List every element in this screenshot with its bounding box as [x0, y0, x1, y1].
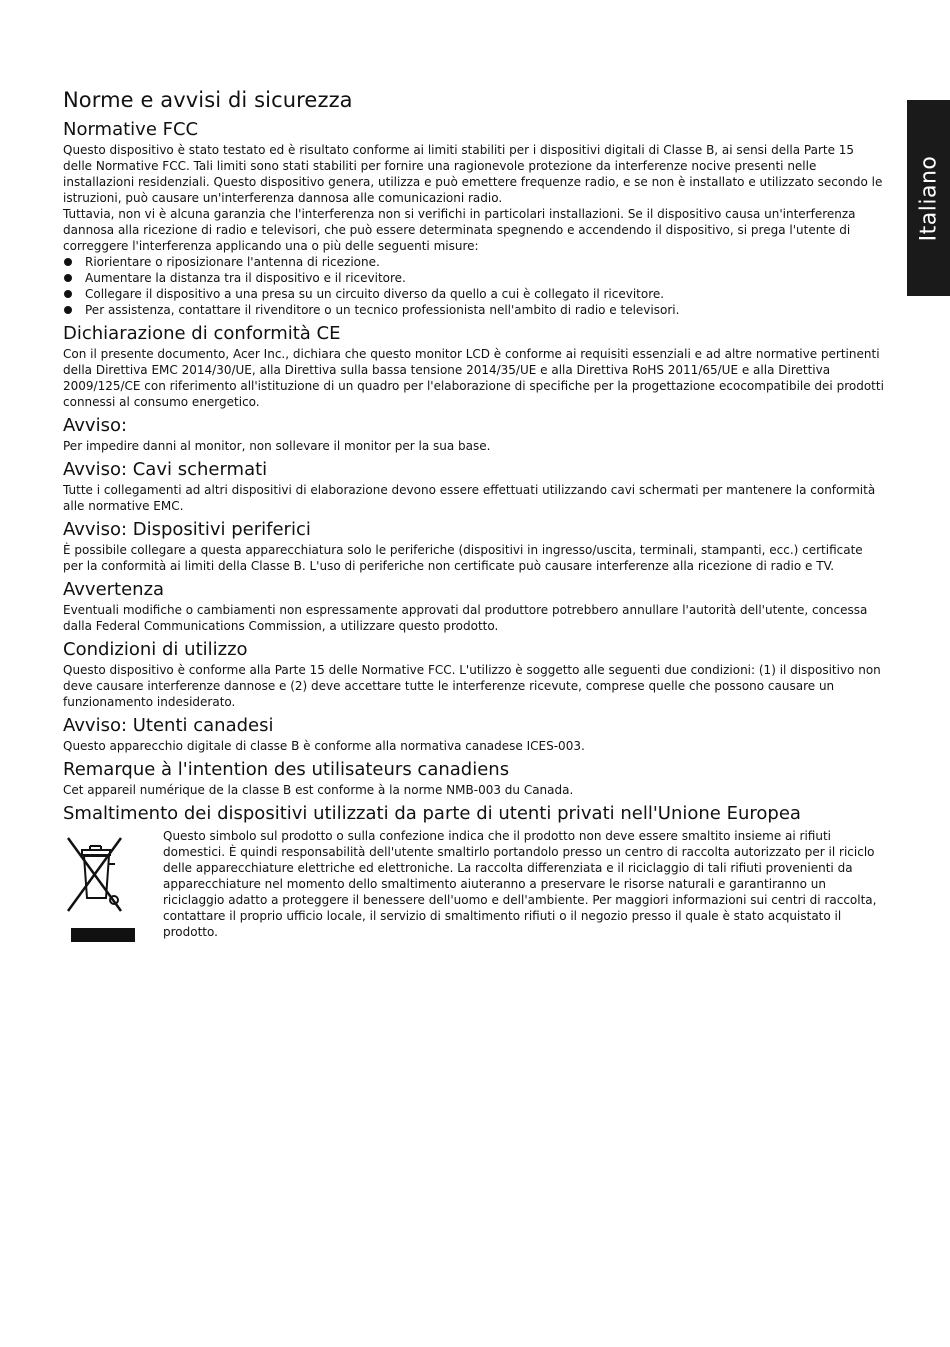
- section-periferici: [63, 518, 885, 574]
- section-heading-avviso: Avviso:: [63, 415, 128, 436]
- section-ce: [63, 322, 885, 410]
- canadesi-paragraph: Questo apparecchio digitale di classe B è conforme alla normativa canadese ICES-003.: [63, 739, 585, 753]
- section-fcc: [63, 118, 885, 318]
- avvertenza-paragraph: Eventuali modifiche o cambiamenti non espressamente approvati dal produttore potrebbero annullare l'autorità dell'utente, concessa dalla Federal Communications Commission, a utilizzare questo prodotto.: [63, 603, 868, 633]
- language-label: Italiano: [916, 155, 941, 241]
- page-title: Norme e avvisi di sicurezza: [63, 88, 353, 112]
- list-item: Riorientare o riposizionare l'antenna di ricezione.: [63, 254, 885, 270]
- ce-paragraph: Con il presente documento, Acer Inc., dichiara che questo monitor LCD è conforme ai requisiti essenziali e ad altre normative pertinenti della Direttiva EMC 2014/30/UE, alla Direttiva sulla bassa tensione 2014/35/UE e alla Direttiva RoHS 2011/65/UE e alla Direttiva 2009/125/CE con riferimento all'istituzione di un quadro per l'elaborazione di specifiche per la progettazione ecocompatibile dei prodotti connessi al consumo energetico.: [63, 347, 884, 409]
- section-cavi: [63, 458, 885, 514]
- fcc-paragraph-1: Questo dispositivo è stato testato ed è risultato conforme ai limiti stabiliti per i dispositivi digitali di Classe B, ai sensi della Parte 15 delle Normative FCC. Tali limiti sono stati stabiliti per fornire una ragionevole protezione da interferenze nocive presenti nelle installazioni residenziali. Questo dispositivo genera, utilizza e può emettere frequenze radio, e se non è installato e utilizzato secondo le istruzioni, può causare un'interferenza dannosa alle comunicazioni radio.: [63, 143, 883, 205]
- cavi-paragraph: Tutte i collegamenti ad altri dispositivi di elaborazione devono essere effettuati utilizzando cavi schermati per mantenere la conformità alle normative EMC.: [63, 483, 876, 513]
- section-heading-periferici: Avviso: Dispositivi periferici: [63, 519, 311, 540]
- section-heading-fcc: Normative FCC: [63, 119, 199, 140]
- section-smaltimento: [63, 802, 885, 958]
- list-item: Aumentare la distanza tra il dispositivo e il ricevitore.: [63, 270, 885, 286]
- section-heading-canadesi: Avviso: Utenti canadesi: [63, 715, 274, 736]
- section-heading-condizioni: Condizioni di utilizzo: [63, 639, 248, 660]
- condizioni-paragraph: Questo dispositivo è conforme alla Parte 15 delle Normative FCC. L'utilizzo è soggetto alle seguenti due condizioni: (1) il dispositivo non deve causare interferenze dannose e (2) deve accettare tutte le interferenze ricevute, comprese quelle che possono causare un funzionamento indesiderato.: [63, 663, 881, 709]
- section-heading-avvertenza: Avvertenza: [63, 579, 165, 600]
- fcc-measures-list: [63, 254, 885, 318]
- section-avvertenza: [63, 578, 885, 634]
- section-canadesi: [63, 714, 885, 754]
- section-heading-ce: Dichiarazione di conformità CE: [63, 323, 341, 344]
- section-avviso: [63, 414, 885, 454]
- section-condizioni: [63, 638, 885, 710]
- document-page: [63, 86, 885, 958]
- language-side-tab: [907, 100, 950, 296]
- crossed-out-wheelie-bin-icon: [63, 828, 163, 958]
- section-remarque: [63, 758, 885, 798]
- remarque-paragraph: Cet appareil numérique de la classe B est conforme à la norme NMB-003 du Canada.: [63, 783, 574, 797]
- section-heading-remarque: Remarque à l'intention des utilisateurs canadiens: [63, 759, 510, 780]
- avviso-paragraph: Per impedire danni al monitor, non sollevare il monitor per la sua base.: [63, 439, 491, 453]
- section-heading-smaltimento: Smaltimento dei dispositivi utilizzati da parte di utenti privati nell'Unione Europea: [63, 803, 801, 824]
- list-item: Per assistenza, contattare il rivenditore o un tecnico professionista nell'ambito di radio e televisori.: [63, 302, 885, 318]
- weee-row: [63, 828, 885, 958]
- smaltimento-paragraph: Questo simbolo sul prodotto o sulla confezione indica che il prodotto non deve essere smaltito insieme ai rifiuti domestici. È quindi responsabilità dell'utente smaltirlo portandolo presso un centro di raccolta autorizzato per il riciclo delle apparecchiature elettriche ed elettroniche. La raccolta differenziata e il riciclaggio di tali rifiuti provenienti da apparecchiature nel momento dello smaltimento aiuteranno a preservare le risorse naturali e garantiranno un riciclaggio adatto a proteggere il benessere dell'uomo e dell'ambiente. Per maggiori informazioni sui centri di raccolta, contattare il proprio ufficio locale, il servizio di smaltimento rifiuti o il negozio presso il quale è stato acquistato il prodotto.: [163, 829, 877, 939]
- section-heading-cavi: Avviso: Cavi schermati: [63, 459, 268, 480]
- periferici-paragraph: È possibile collegare a questa apparecchiatura solo le periferiche (dispositivi in ingresso/uscita, terminali, stampanti, ecc.) certificate per la conformità ai limiti della Classe B. L'uso di periferiche non certificate può causare interferenze alla ricezione di radio e TV.: [63, 543, 863, 573]
- fcc-paragraph-2: Tuttavia, non vi è alcuna garanzia che l'interferenza non si verifichi in particolari installazioni. Se il dispositivo causa un'interferenza dannosa alla ricezione di radio e televisori, che può essere determinata spegnendo e accendendo il dispositivo, si prega l'utente di correggere l'interferenza applicando una o più delle seguenti misure:: [63, 207, 856, 253]
- list-item: Collegare il dispositivo a una presa su un circuito diverso da quello a cui è collegato il ricevitore.: [63, 286, 885, 302]
